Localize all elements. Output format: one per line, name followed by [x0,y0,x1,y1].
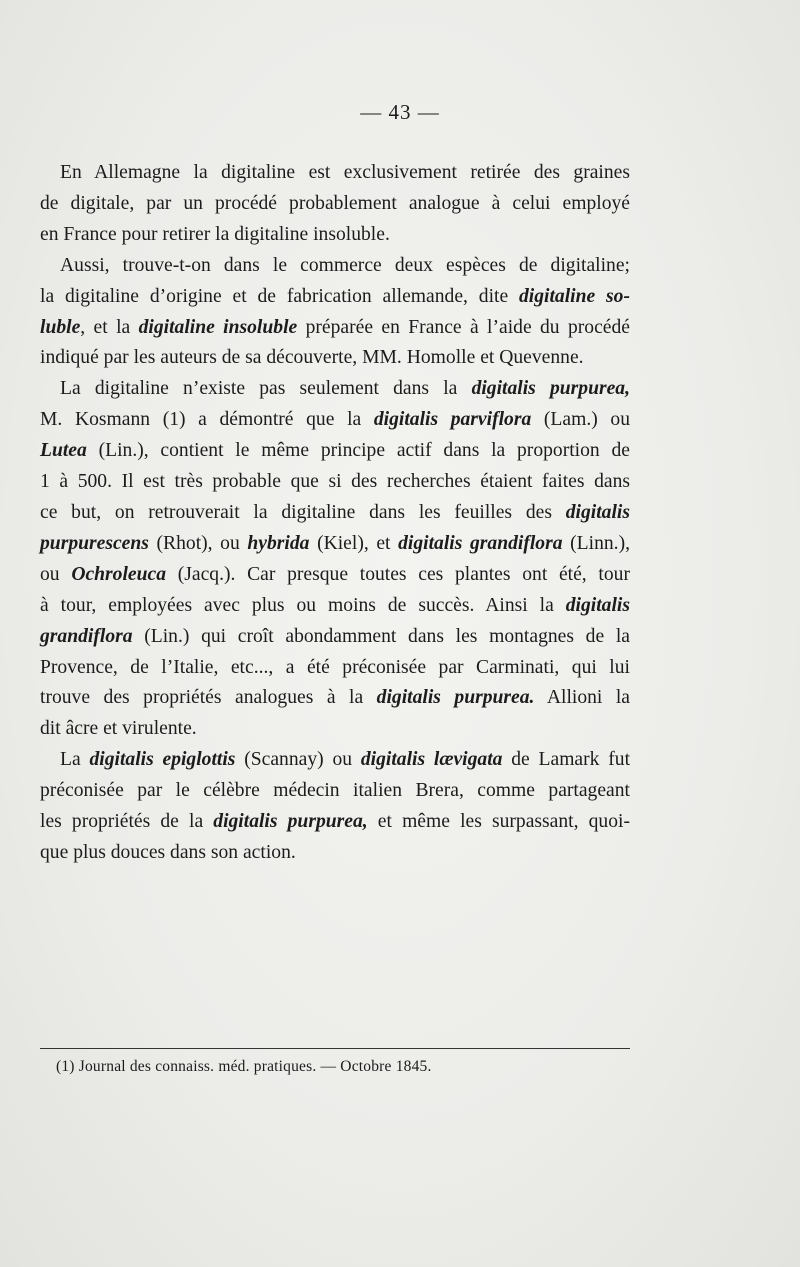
paragraph [40,158,630,251]
text-run: Provence, de l’Italie, etc..., a été préconisée par Carminati, qui lui [40,656,630,678]
text-run: (Kiel), et [309,532,399,554]
body-text [40,158,630,869]
text-run: (Rhot), ou [148,532,248,554]
text-run: trouve des propriétés analogues à la [40,687,377,709]
paragraph [40,251,630,375]
text-run: préparée en France à l’aide du procédé [297,316,630,338]
italic-term: digitalis [565,501,630,523]
italic-term: luble [40,316,81,338]
text-line [40,498,630,529]
text-line [40,220,630,251]
text-run: (Lin.), contient le même principe actif dans la proportion de [86,440,630,462]
text-line [40,158,630,189]
italic-term: digitaline insoluble [138,316,298,338]
text-run: indiqué par les auteurs de sa découverte, MM. Homolle et Quevenne. [40,347,584,369]
text-run: ou [40,563,72,585]
text-line [40,251,630,282]
text-line [40,776,630,807]
text-line [40,405,630,436]
text-line [40,529,630,560]
text-line [40,622,630,653]
paragraph [40,745,630,869]
italic-term: digitalis purpurea, [471,378,631,400]
text-line [40,282,630,313]
text-run: (Linn.), [562,532,630,554]
text-run: les propriétés de la [40,811,214,833]
italic-term: digitaline so- [519,285,630,307]
text-run: , et la [80,316,139,338]
text-run: la digitaline d’origine et de fabrication allemande, dite [40,285,519,307]
text-run: 1 à 500. Il est très probable que si des recherches étaient faites dans [40,471,630,493]
text-run: (Lin.) qui croît abondamment dans les montagnes de la [132,625,630,647]
italic-term: digitalis grandiflora [398,532,563,554]
text-run: En Allemagne la digitaline est exclusivement retirée des graines [60,162,630,183]
italic-term: purpurescens [40,532,149,554]
text-run: de digitale, par un procédé probablement analogue à celui employé [40,192,630,214]
italic-term: Lutea [40,440,87,462]
text-line [40,714,630,745]
italic-term: hybrida [247,532,310,554]
text-run: ce but, on retrouverait la digitaline dans les feuilles des [40,501,566,523]
text-run: préconisée par le célèbre médecin italien Brera, comme partageant [40,780,630,802]
italic-term: digitalis epiglottis [89,749,236,771]
text-run: (Jacq.). Car presque toutes ces plantes ont été, tour [166,563,630,585]
text-run: La digitaline n’existe pas seulement dans la [60,378,472,400]
italic-term: digitalis lævigata [360,749,503,771]
text-run: M. Kosmann (1) a démontré que la [40,409,374,431]
italic-term: Ochroleuca [71,563,167,585]
text-line [40,374,630,405]
text-line [40,807,630,838]
text-line [40,436,630,467]
text-run: Aussi, trouve-t-on dans le commerce deux espèces de digitaline; [60,254,630,276]
text-run: à tour, employées avec plus ou moins de succès. Ainsi la [40,594,566,616]
text-run: que plus douces dans son action. [40,841,296,863]
text-run: (Lam.) ou [531,409,630,431]
text-run: et même les surpassant, quoi- [367,811,630,833]
text-line [40,683,630,714]
text-line [40,591,630,622]
text-line [40,653,630,684]
footnote-rule [40,1048,630,1049]
italic-term: digitalis purpurea, [213,811,368,833]
footnote: (1) Journal des connaiss. méd. pratiques. — Octobre 1845. [56,1058,432,1075]
text-line [40,189,630,220]
text-line [40,838,630,869]
text-run: en France pour retirer la digitaline insoluble. [40,223,390,245]
text-line [40,343,630,374]
italic-term: digitalis [565,594,630,616]
italic-term: digitalis parviflora [373,409,532,431]
page-number: — 43 — [360,100,440,124]
text-run: dit âcre et virulente. [40,718,197,740]
text-run: La [60,749,90,771]
text-run: de Lamark fut [502,749,631,771]
italic-term: grandiflora [40,625,133,647]
text-line [40,313,630,344]
text-run: (Scannay) ou [235,749,361,771]
text-line [40,745,630,776]
text-line [40,467,630,498]
text-line [40,560,630,591]
italic-term: digitalis purpurea. [376,687,535,709]
paragraph [40,374,630,745]
text-run: Allioni la [534,687,630,709]
